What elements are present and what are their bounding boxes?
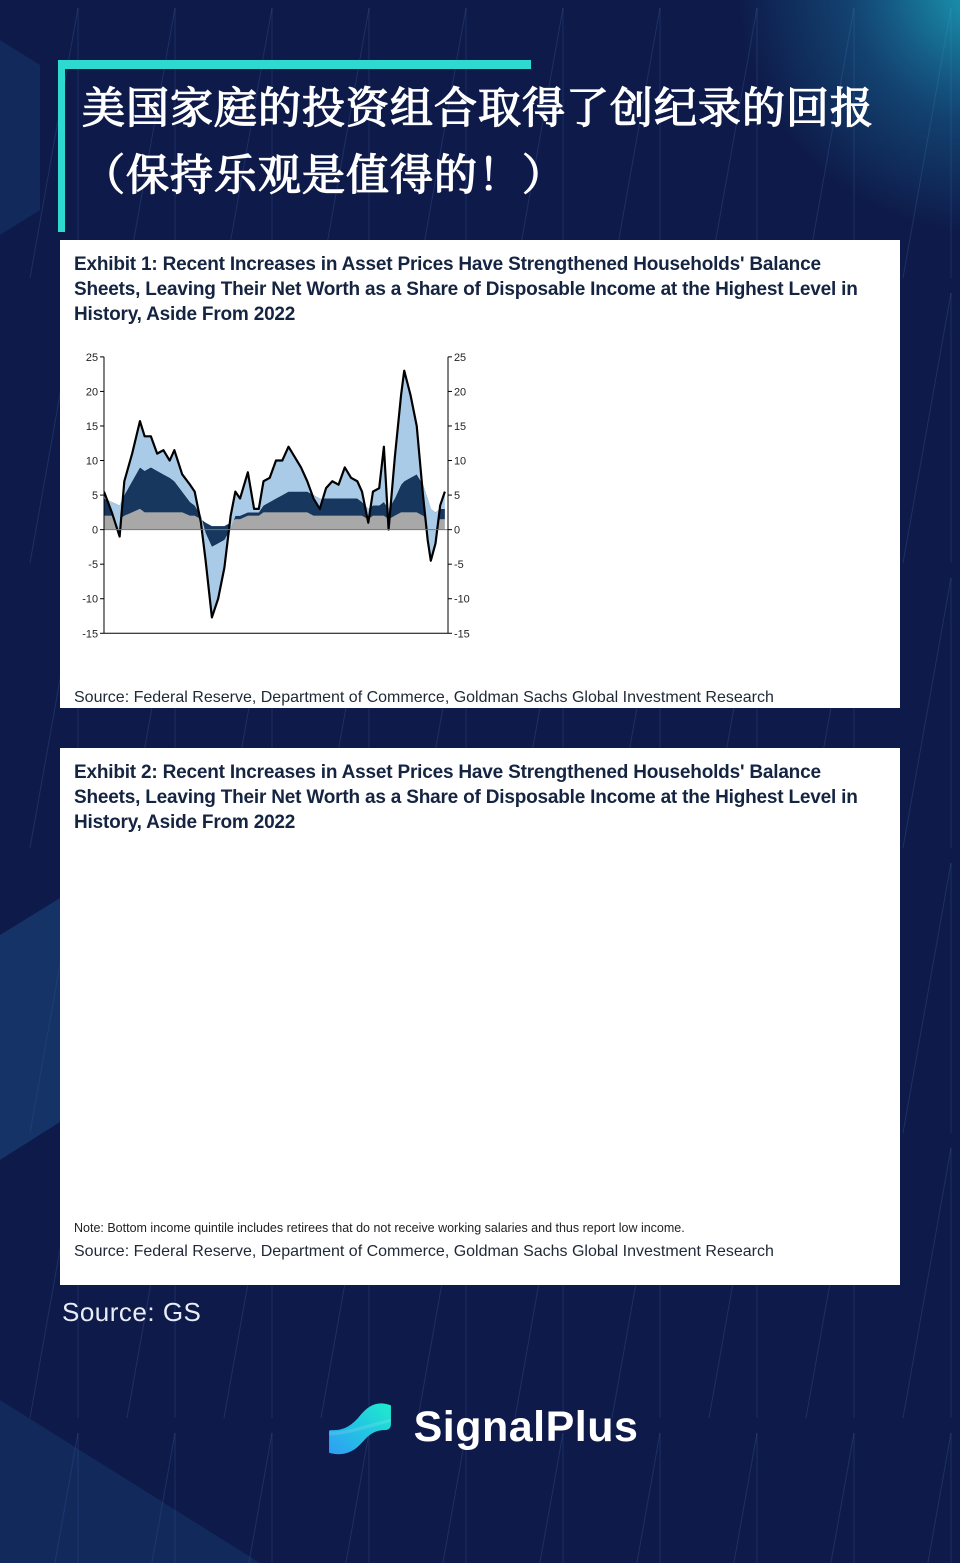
- source-gs-label: Source: GS: [62, 1297, 202, 1327]
- brand-logo: [0, 1394, 960, 1460]
- exhibit2-panel: [60, 748, 900, 1285]
- y-tick-label: 15: [453, 421, 467, 434]
- y-tick-label: 25: [453, 352, 467, 365]
- y-tick-label: 10: [453, 455, 467, 468]
- exhibit1-source: Source: Federal Reserve, Department of Commerce, Goldman Sachs Global Investment Research: [74, 689, 774, 707]
- y-tick-label: -15: [82, 628, 99, 641]
- y-tick-label: 15: [85, 421, 99, 434]
- y-tick-label: -10: [82, 593, 99, 606]
- exhibit2-note: Note: Bottom income quintile includes retirees that do not receive working salaries and thus report low income.: [74, 1221, 685, 1236]
- income-quintile-bar-chart: [74, 837, 886, 1209]
- header-accent-topbar: [58, 60, 531, 69]
- y-tick-label: -15: [453, 628, 470, 641]
- exhibit2-title: Exhibit 2: Recent Increases in Asset Prices Have Strengthened Households' Balance Sheets, Leaving Their Net Worth as a Share of Disposable Income at the Highest Level in History, Aside From 2022: [74, 762, 858, 834]
- change-in-net-worth-chart: [74, 335, 478, 681]
- y-tick-label: 0: [453, 524, 461, 537]
- diagonal-band-left-top: [0, 40, 40, 235]
- y-tick-label: -5: [88, 559, 99, 572]
- y-tick-label: 5: [91, 490, 99, 503]
- exhibit2-source: Source: Federal Reserve, Department of Commerce, Goldman Sachs Global Investment Research: [74, 1243, 774, 1261]
- brand-name: SignalPlus: [413, 1402, 639, 1451]
- signalplus-icon: [322, 1394, 398, 1460]
- y-tick-label: 5: [453, 490, 461, 503]
- net-worth-share-chart: [482, 335, 886, 681]
- exhibit1-panel: [60, 240, 900, 708]
- y-tick-label: -10: [453, 593, 470, 606]
- chart-svg: [74, 335, 478, 681]
- exhibit1-charts-row: [74, 335, 886, 681]
- y-tick-label: 10: [85, 455, 99, 468]
- diagonal-band-left-mid: [0, 898, 60, 1160]
- y-tick-label: 0: [91, 524, 99, 537]
- exhibit1-title: Exhibit 1: Recent Increases in Asset Prices Have Strengthened Households' Balance Sheets, Leaving Their Net Worth as a Share of Disposable Income at the Highest Level in History, Aside From 2022: [74, 254, 858, 326]
- header-accent-leftbar: [58, 60, 65, 232]
- page-title: 美国家庭的投资组合取得了创纪录的回报（保持乐观是值得的！）: [82, 85, 874, 200]
- y-tick-label: 25: [85, 352, 99, 365]
- y-tick-label: 20: [453, 386, 467, 399]
- y-tick-label: 20: [85, 386, 99, 399]
- y-tick-label: -5: [453, 559, 464, 572]
